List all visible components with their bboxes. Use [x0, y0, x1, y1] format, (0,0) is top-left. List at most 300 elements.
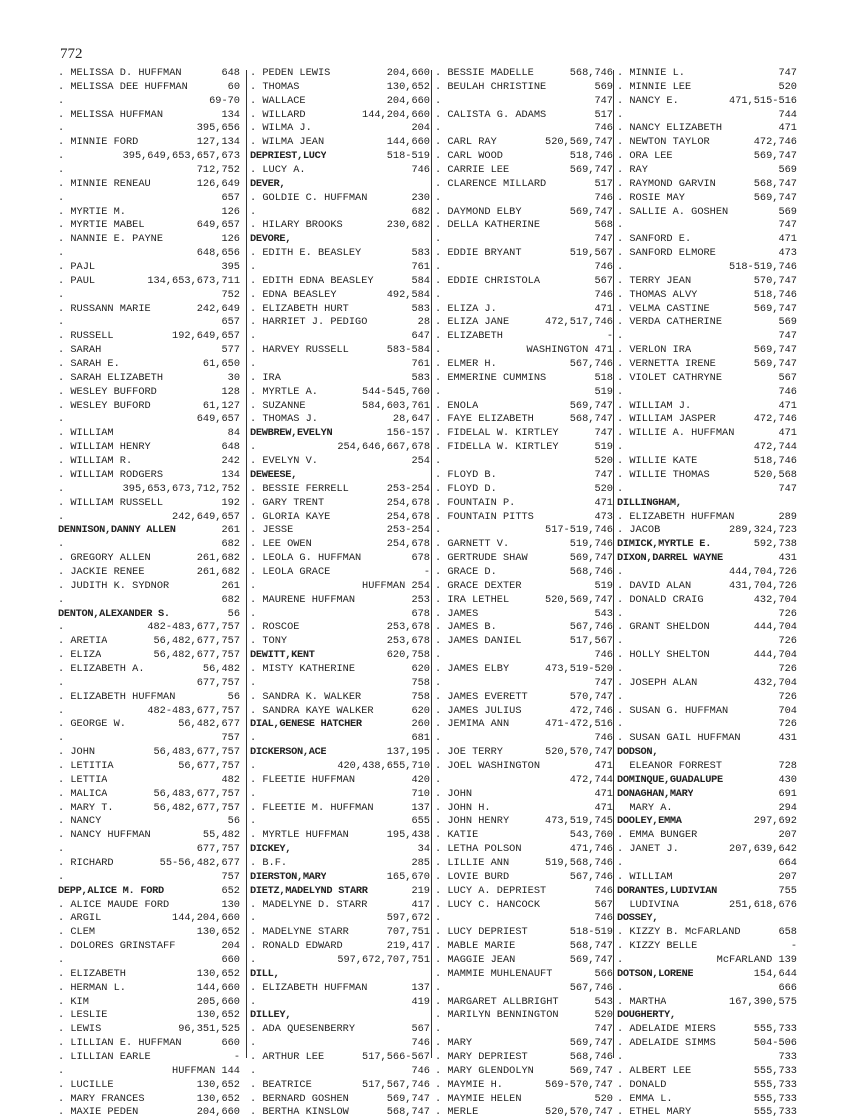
entry-name: . JANET J. [617, 843, 679, 856]
entry-name: . MAMMIE MUHLENAUFT [435, 967, 553, 980]
entry-pages: 747 [778, 219, 797, 232]
index-entry [435, 164, 613, 178]
entry-pages: 61,650 [202, 358, 240, 371]
entry-pages: 682 [221, 593, 240, 606]
entry-pages: 144,204,660 [172, 912, 240, 925]
index-entry [617, 455, 797, 469]
index-entry [617, 608, 797, 622]
entry-name: . JAMES [435, 607, 479, 620]
entry-name: . SUZANNE [250, 399, 306, 412]
entry-name: . JEMIMA ANN [435, 718, 510, 731]
entry-name: LUDIVINA [617, 898, 679, 911]
entry-pages: 520,569,747 [545, 136, 613, 149]
index-entry [58, 843, 240, 857]
entry-name: . [617, 954, 624, 966]
entry-name: . JAMES B. [435, 621, 497, 634]
entry-pages: 261,682 [196, 552, 240, 565]
index-entry [250, 552, 430, 566]
entry-pages: 207 [778, 870, 797, 883]
entry-name: . BESSIE MADELLE [435, 67, 534, 79]
entry-pages: 395,656 [196, 122, 240, 135]
entry-pages: 444,704 [753, 621, 797, 634]
entry-name: . [58, 621, 65, 634]
index-entry [435, 441, 613, 455]
entry-pages: 569,747 [569, 164, 613, 177]
entry-pages: 755 [778, 884, 797, 897]
entry-pages: 747 [778, 482, 797, 495]
entry-name: . MABLE MARIE [435, 940, 516, 953]
entry-name: . ELMER H. [435, 358, 497, 371]
entry-pages: 520,570,747 [545, 1106, 613, 1119]
index-entry [435, 663, 613, 677]
index-entry [250, 289, 430, 303]
entry-pages: 583-584 [386, 344, 430, 357]
entry-pages: 242,649 [196, 302, 240, 315]
index-entry [58, 982, 240, 996]
entry-name: . GARY TRENT [250, 496, 325, 509]
index-entry [58, 109, 240, 123]
entry-pages: 156-157 [386, 427, 430, 440]
entry-name: . MARY FRANCES [58, 1092, 145, 1105]
entry-pages: 144,204,660 [362, 108, 430, 121]
entry-name: . MELISSA DEE HUFFMAN [58, 80, 188, 93]
entry-name: . BEATRICE [250, 1078, 312, 1091]
entry-name: . MINNIE RENEAU [58, 177, 151, 190]
entry-name: . [250, 579, 257, 592]
index-entry [617, 413, 797, 427]
entry-name: . ROSCOE [250, 621, 300, 634]
index-entry [435, 580, 613, 594]
index-entry [58, 899, 240, 913]
entry-name: DICKERSON,ACE [250, 746, 327, 759]
entry-name: . MAURENE HUFFMAN [250, 593, 356, 606]
index-entry [617, 940, 797, 954]
entry-pages: 747 [594, 468, 613, 481]
entry-pages: 167,390,575 [729, 995, 797, 1008]
index-entry [58, 469, 240, 483]
entry-pages: 130,652 [196, 1092, 240, 1105]
index-entry [435, 511, 613, 525]
entry-pages: 471 [594, 759, 613, 772]
entry-pages: 134 [221, 468, 240, 481]
index-entry [250, 441, 430, 455]
entry-name: . NANCY E. [617, 94, 679, 107]
index-entry [58, 788, 240, 802]
entry-pages: 746 [594, 122, 613, 135]
entry-pages: 253-254 [386, 524, 430, 537]
index-entry [58, 413, 240, 427]
index-entry [250, 843, 430, 857]
entry-pages: 569,747 [569, 399, 613, 412]
index-entry [435, 192, 613, 206]
entry-pages: 56,483,677,757 [153, 787, 240, 800]
entry-name: . TERRY JEAN [617, 274, 692, 287]
entry-pages: 744 [778, 108, 797, 121]
index-entry [617, 95, 797, 109]
index-entry [435, 788, 613, 802]
entry-pages: 726 [778, 718, 797, 731]
entry-pages: 569,747 [569, 552, 613, 565]
entry-name: . WILLIE THOMAS [617, 468, 710, 481]
index-entry [617, 386, 797, 400]
entry-pages: 648 [221, 441, 240, 454]
index-entry [250, 330, 430, 344]
entry-pages: 517,567 [569, 635, 613, 648]
entry-pages: 130,652 [386, 80, 430, 93]
index-entry [250, 594, 430, 608]
entry-name: . VERNETTA IRENE [617, 358, 716, 371]
index-entry [250, 940, 430, 954]
entry-pages: 471 [594, 302, 613, 315]
index-entry [435, 1009, 613, 1023]
index-entry [250, 677, 430, 691]
entry-name: . [617, 856, 624, 869]
entry-name: . FLOYD D. [435, 482, 497, 495]
index-entry [58, 219, 240, 233]
entry-pages: 473,519,745 [545, 815, 613, 828]
index-entry [435, 815, 613, 829]
entry-pages: 204 [221, 940, 240, 953]
entry-pages: 583 [411, 247, 430, 260]
index-entry [250, 815, 430, 829]
entry-name: DONAGHAN,MARY [617, 787, 694, 800]
index-entry [58, 511, 240, 525]
entry-pages: 752 [221, 288, 240, 301]
entry-pages: 471 [778, 233, 797, 246]
entry-pages: 56,482,677 [178, 718, 240, 731]
index-entry [250, 1093, 430, 1107]
entry-name: . BESSIE FERRELL [250, 482, 349, 495]
entry-pages: 517,566-567 [362, 1051, 430, 1064]
entry-pages: 658 [778, 926, 797, 939]
entry-name: . JOSEPH ALAN [617, 676, 698, 689]
index-entry [435, 635, 613, 649]
entry-name: DOUGHERTY, [617, 1009, 676, 1022]
index-entry [617, 1093, 797, 1107]
entry-name: . [435, 94, 442, 107]
entry-name: . CLARENCE MILLARD [435, 177, 547, 190]
entry-pages: 520,569,747 [545, 593, 613, 606]
entry-name: . MARY [435, 1037, 473, 1050]
column-divider [613, 70, 614, 1058]
index-entry [58, 663, 240, 677]
entry-name: . [617, 607, 624, 620]
index-entry [58, 441, 240, 455]
entry-pages: 520 [594, 455, 613, 468]
entry-name: . ENOLA [435, 399, 479, 412]
entry-pages: 134,653,673,711 [147, 274, 240, 287]
entry-name: . [435, 912, 442, 925]
entry-name: . [250, 912, 257, 925]
index-entry [617, 829, 797, 843]
entry-name: . MARY DEPRIEST [435, 1051, 528, 1064]
index-entry [250, 621, 430, 635]
entry-pages: 126 [221, 233, 240, 246]
entry-name: . [617, 565, 624, 578]
entry-name: . WILLIAM RUSSELL [58, 496, 164, 509]
entry-pages: - [423, 565, 430, 578]
index-entry [250, 455, 430, 469]
index-entry [58, 192, 240, 206]
index-entry [617, 247, 797, 261]
index-entry [435, 386, 613, 400]
index-entry [58, 912, 240, 926]
entry-pages: 544-545,760 [362, 385, 430, 398]
entry-name: . HARVEY RUSSELL [250, 344, 349, 357]
index-entry [617, 1079, 797, 1093]
entry-pages: 704 [778, 704, 797, 717]
entry-pages: 204,660 [386, 94, 430, 107]
entry-pages: 747 [594, 94, 613, 107]
entry-name: . FAYE ELIZABETH [435, 413, 534, 426]
index-entry [617, 635, 797, 649]
index-entry [58, 316, 240, 330]
index-entry [250, 136, 430, 150]
entry-pages: 230 [411, 191, 430, 204]
index-entry [250, 649, 430, 663]
index-entry [58, 718, 240, 732]
entry-pages: 728 [778, 759, 797, 772]
entry-name: . NANCY [58, 815, 102, 828]
entry-name: DIMICK,MYRTLE E. [617, 538, 712, 551]
entry-pages: 568,747 [569, 413, 613, 426]
index-entry [435, 982, 613, 996]
index-entry [250, 566, 430, 580]
index-entry [617, 912, 797, 926]
index-entry [435, 760, 613, 774]
index-entry [435, 122, 613, 136]
entry-name: . FIDELLA W. KIRTLEY [435, 441, 559, 454]
entry-name: . HILARY BROOKS [250, 219, 343, 232]
entry-pages: 471 [594, 801, 613, 814]
index-entry [250, 760, 430, 774]
index-entry [617, 982, 797, 996]
index-entry [250, 857, 430, 871]
entry-name: . WILLIE A. HUFFMAN [617, 427, 735, 440]
entry-name: . MARGARET ALLBRIGHT [435, 995, 559, 1008]
index-entry [250, 926, 430, 940]
index-entry [617, 760, 797, 774]
index-entry [435, 178, 613, 192]
entry-name: . MELISSA HUFFMAN [58, 108, 164, 121]
entry-name: . [435, 191, 442, 204]
entry-pages: 285 [411, 856, 430, 869]
entry-name: DOTSON,LORENE [617, 967, 694, 980]
entry-name: . NANNIE E. PAYNE [58, 233, 164, 246]
index-entry [250, 1079, 430, 1093]
index-entry [617, 538, 797, 552]
entry-name: . ELIZA JANE [435, 316, 510, 329]
index-entry [58, 1023, 240, 1037]
index-entry [617, 1051, 797, 1065]
entry-pages: 569,747 [753, 302, 797, 315]
entry-pages: 518,746 [569, 150, 613, 163]
entry-name: . MINNIE L. [617, 67, 685, 79]
entry-pages: 568,746 [569, 67, 613, 79]
entry-pages: 432,704 [753, 676, 797, 689]
index-entry [617, 164, 797, 178]
index-entry [617, 1009, 797, 1023]
index-entry [435, 954, 613, 968]
entry-name: . WILMA J. [250, 122, 312, 135]
index-entry [617, 497, 797, 511]
index-entry [250, 1051, 430, 1065]
index-entry [435, 566, 613, 580]
entry-name: . RUSSELL [58, 330, 114, 343]
entry-pages: 577 [221, 344, 240, 357]
entry-name: . [58, 482, 65, 495]
entry-pages: 569,747 [569, 1064, 613, 1077]
entry-name: . ADA QUESENBERRY [250, 1023, 356, 1036]
entry-pages: - [233, 1051, 240, 1064]
entry-name: . WILLIE KATE [617, 455, 698, 468]
index-entry [58, 233, 240, 247]
entry-name: DOSSEY, [617, 912, 659, 925]
entry-name: . MARILYN BENNINGTON [435, 1009, 559, 1022]
entry-name: . LILLIAN EARLE [58, 1051, 151, 1064]
index-entry [250, 705, 430, 719]
entry-name: DIETZ,MADELYND STARR [250, 884, 368, 897]
entry-name: . MARY T. [58, 801, 114, 814]
index-entry [435, 358, 613, 372]
entry-pages: 517,567,746 [362, 1078, 430, 1091]
entry-pages: 204,660 [386, 67, 430, 79]
index-entry [250, 635, 430, 649]
index-entry [250, 663, 430, 677]
index-entry [617, 289, 797, 303]
index-entry [435, 95, 613, 109]
index-entry [435, 705, 613, 719]
entry-name: . JOHN HENRY [435, 815, 510, 828]
index-entry [435, 1037, 613, 1051]
index-entry [617, 718, 797, 732]
index-entry [58, 95, 240, 109]
entry-name: . [250, 1064, 257, 1077]
entry-name: . NANCY HUFFMAN [58, 829, 151, 842]
index-entry [58, 247, 240, 261]
entry-pages: 261 [221, 524, 240, 537]
index-entry [58, 178, 240, 192]
entry-name: . [250, 759, 257, 772]
entry-pages: 584,603,761 [362, 399, 430, 412]
index-entry [435, 261, 613, 275]
entry-pages: 681 [411, 732, 430, 745]
entry-name: . [617, 385, 624, 398]
entry-name: . THOMAS ALVY [617, 288, 698, 301]
entry-pages: 518-519 [386, 150, 430, 163]
index-entry [617, 899, 797, 913]
entry-name: . MAXIE PEDEN [58, 1106, 139, 1119]
index-entry [58, 732, 240, 746]
index-entry [617, 1023, 797, 1037]
entry-pages: 761 [411, 358, 430, 371]
entry-pages: 568,747 [386, 1106, 430, 1119]
index-entry [435, 233, 613, 247]
entry-pages: 758 [411, 676, 430, 689]
index-entry [58, 1106, 240, 1120]
entry-name: . WILLIAM [58, 427, 114, 440]
entry-name: . SANDRA KAYE WALKER [250, 704, 374, 717]
index-entry [617, 566, 797, 580]
index-entry [250, 691, 430, 705]
entry-pages: 69-70 [209, 94, 240, 107]
entry-name: . GEORGE W. [58, 718, 126, 731]
entry-pages: 472,517,746 [545, 316, 613, 329]
entry-pages: 649,657 [196, 413, 240, 426]
entry-pages: 543,760 [569, 829, 613, 842]
entry-name: . LUCILLE [58, 1078, 114, 1091]
index-entry [435, 1023, 613, 1037]
entry-name: . ELIZABETH A. [58, 662, 145, 675]
entry-pages: 297,692 [753, 815, 797, 828]
index-entry [435, 219, 613, 233]
index-entry [58, 289, 240, 303]
entry-name: . JOHN [435, 787, 473, 800]
index-entry [435, 746, 613, 760]
index-entry [58, 67, 240, 81]
entry-name: . [58, 247, 65, 260]
entry-name: . KIZZY BELLE [617, 940, 698, 953]
entry-name: . SANFORD ELMORE [617, 247, 716, 260]
entry-name: . SARAH ELIZABETH [58, 371, 164, 384]
entry-pages: 726 [778, 690, 797, 703]
index-entry [58, 815, 240, 829]
entry-name: . [58, 150, 65, 163]
entry-pages: 747 [594, 1023, 613, 1036]
index-entry [435, 497, 613, 511]
entry-pages: 137 [411, 981, 430, 994]
index-column-1 [58, 67, 240, 1119]
entry-pages: 253,678 [386, 621, 430, 634]
entry-name: DIAL,GENESE HATCHER [250, 718, 362, 731]
entry-pages: 242,649,657 [172, 510, 240, 523]
entry-pages: 192,649,657 [172, 330, 240, 343]
entry-name: . LUCY DEPRIEST [435, 926, 528, 939]
index-entry [250, 109, 430, 123]
entry-name: DENNISON,DANNY ALLEN [58, 524, 176, 537]
entry-pages: 144,660 [196, 981, 240, 994]
entry-pages: 254,678 [386, 538, 430, 551]
entry-pages: 417 [411, 898, 430, 911]
entry-name: . [617, 108, 624, 121]
entry-pages: 472,744 [569, 773, 613, 786]
entry-pages: 520 [594, 1092, 613, 1105]
index-entry [58, 164, 240, 178]
entry-pages: 747 [594, 676, 613, 689]
entry-name: . WILLARD [250, 108, 306, 121]
entry-pages: 28,647 [392, 413, 430, 426]
entry-pages: 395,653,673,712,752 [122, 482, 240, 495]
index-entry [250, 899, 430, 913]
entry-name: . CALISTA G. ADAMS [435, 108, 547, 121]
index-entry [58, 136, 240, 150]
entry-pages: 746 [411, 1037, 430, 1050]
entry-name: . [58, 191, 65, 204]
index-entry [617, 552, 797, 566]
index-entry [250, 275, 430, 289]
index-entry [617, 178, 797, 192]
entry-name: . NEWTON TAYLOR [617, 136, 710, 149]
entry-pages: 566 [594, 967, 613, 980]
entry-pages: 419 [411, 995, 430, 1008]
index-entry [617, 150, 797, 164]
entry-name: . WILLIAM RODGERS [58, 468, 164, 481]
index-entry [435, 968, 613, 982]
entry-pages: 444,704 [753, 649, 797, 662]
entry-name: . WALLACE [250, 94, 306, 107]
entry-name: . JOE TERRY [435, 746, 503, 759]
index-entry [435, 649, 613, 663]
